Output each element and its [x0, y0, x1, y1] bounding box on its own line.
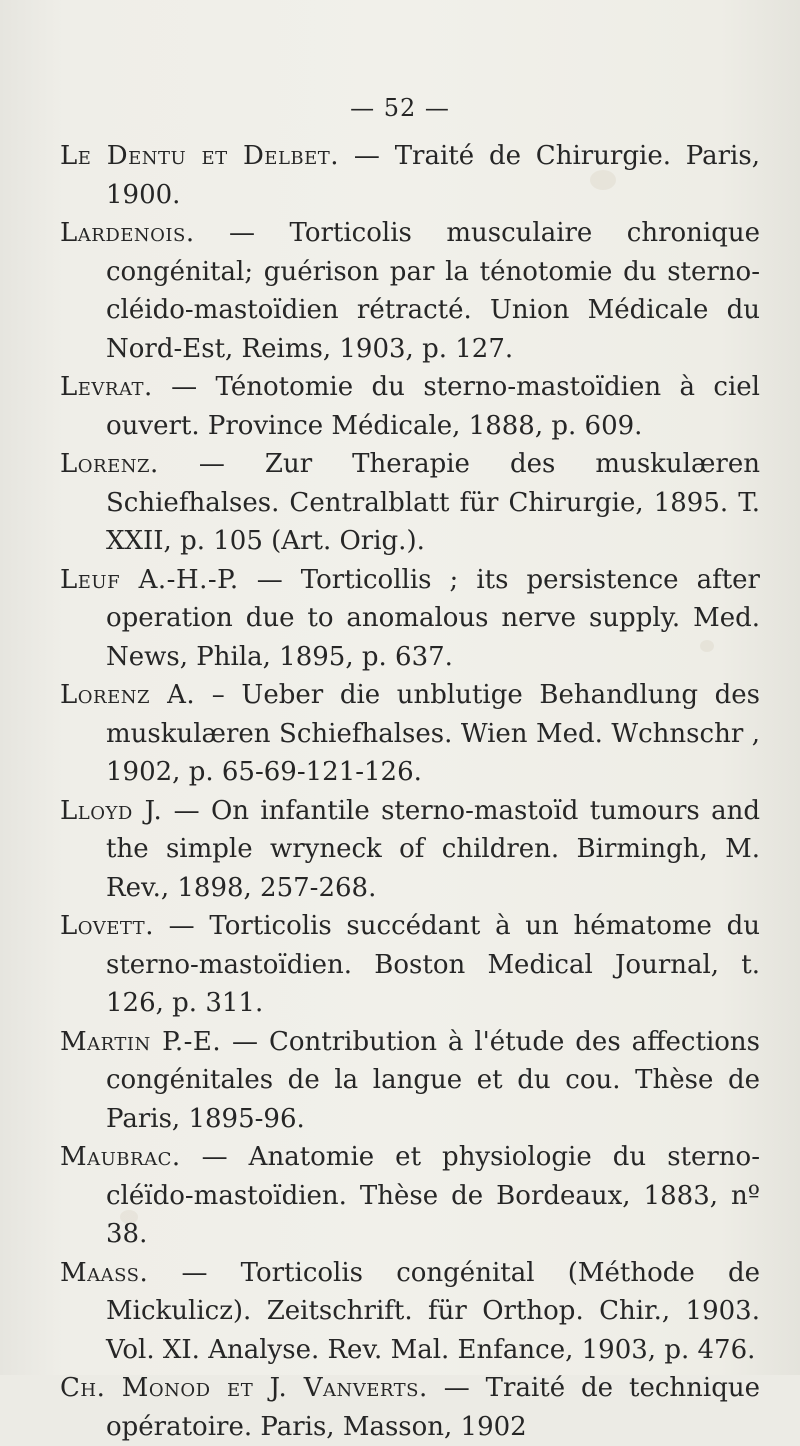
entry-text: — Ténotomie du sterno-mastoïdien à ciel ouvert. Province Médicale, 1888, p. 609. [106, 372, 760, 441]
entry-text: — Contribution à l'étude des affections congénitales de la langue et du cou. Thèse de Paris, 1895-96. [106, 1026, 760, 1134]
bibliography-entry [60, 214, 760, 368]
entry-author: Lorenz A. [60, 680, 196, 710]
bibliography-entry [60, 137, 760, 214]
entry-text: — Torticolis congénital (Méthode de Mickulicz). Zeitschrift. für Orthop. Chir., 1903. Vol. XI. Analyse. Rev. Mal. Enfance, 1903, p. 476. [106, 1257, 760, 1365]
bibliography-entry [60, 792, 760, 908]
entry-text: — Traité de Chirurgie. Paris, 1900. [106, 141, 760, 210]
entry-author: Lloyd J. [60, 795, 163, 826]
bibliography-entry [60, 1254, 760, 1370]
entry-author: Lovett. [60, 911, 154, 941]
entry-text: — Zur Therapie des muskulæren Schiefhalses. Centralblatt für Chirurgie, 1895. T. XXII, p. 105 (Art. Orig.). [106, 449, 760, 556]
entry-author: Leuf A.-H.-P. [60, 564, 239, 595]
entry-text: – Ueber die unblutige Behandlung des muskulæren Schiefhalses. Wien Med. Wchnschr , 1902, p. 65-69-121-126. [106, 680, 760, 787]
entry-text: — Torticollis ; its persistence after operation due to anomalous nerve supply. Med. News, Phila, 1895, p. 637. [106, 564, 760, 672]
entry-author: Ch. Monod et J. Vanverts. [60, 1373, 428, 1403]
entry-author: Maubrac. [60, 1142, 181, 1172]
bibliography-entry [60, 1138, 760, 1254]
bibliography-entry [60, 445, 760, 561]
entry-author: Levrat. [60, 372, 153, 402]
entry-author: Lardenois. [60, 218, 195, 248]
bibliography-entry [60, 676, 760, 792]
entry-author: Maass. [60, 1257, 149, 1288]
entry-author: Martin P.-E. [60, 1026, 222, 1057]
bibliography-entry [60, 368, 760, 445]
entry-text: — On infantile sterno-mastoïd tumours and the simple wryneck of children. Birmingh, M. Rev., 1898, 257-268. [106, 795, 760, 903]
bibliography-entry [60, 561, 760, 677]
entry-text: — Torticolis musculaire chronique congénital; guérison par la ténotomie du sterno-cléido-mastoïdien rétracté. Union Médicale du Nord-Est, Reims, 1903, p. 127. [106, 218, 760, 364]
entry-text: — Torticolis succédant à un hématome du sterno-mastoïdien. Boston Medical Journal, t. 126, p. 311. [106, 911, 760, 1018]
entry-text: — Traité de technique opératoire. Paris, Masson, 1902 [106, 1373, 760, 1442]
page-number: — 52 — [350, 94, 450, 122]
bibliography-entry [60, 1023, 760, 1139]
bibliography-entry [60, 1369, 760, 1446]
entry-text: — Anatomie et physiologie du sterno-cléïdo-mastoïdien. Thèse de Bordeaux, 1883, nº 38. [106, 1142, 760, 1249]
bibliography-list [60, 137, 760, 1446]
entry-author: Le Dentu et Delbet. [60, 141, 340, 171]
bibliography-entry [60, 907, 760, 1023]
entry-author: Lorenz. [60, 449, 159, 479]
